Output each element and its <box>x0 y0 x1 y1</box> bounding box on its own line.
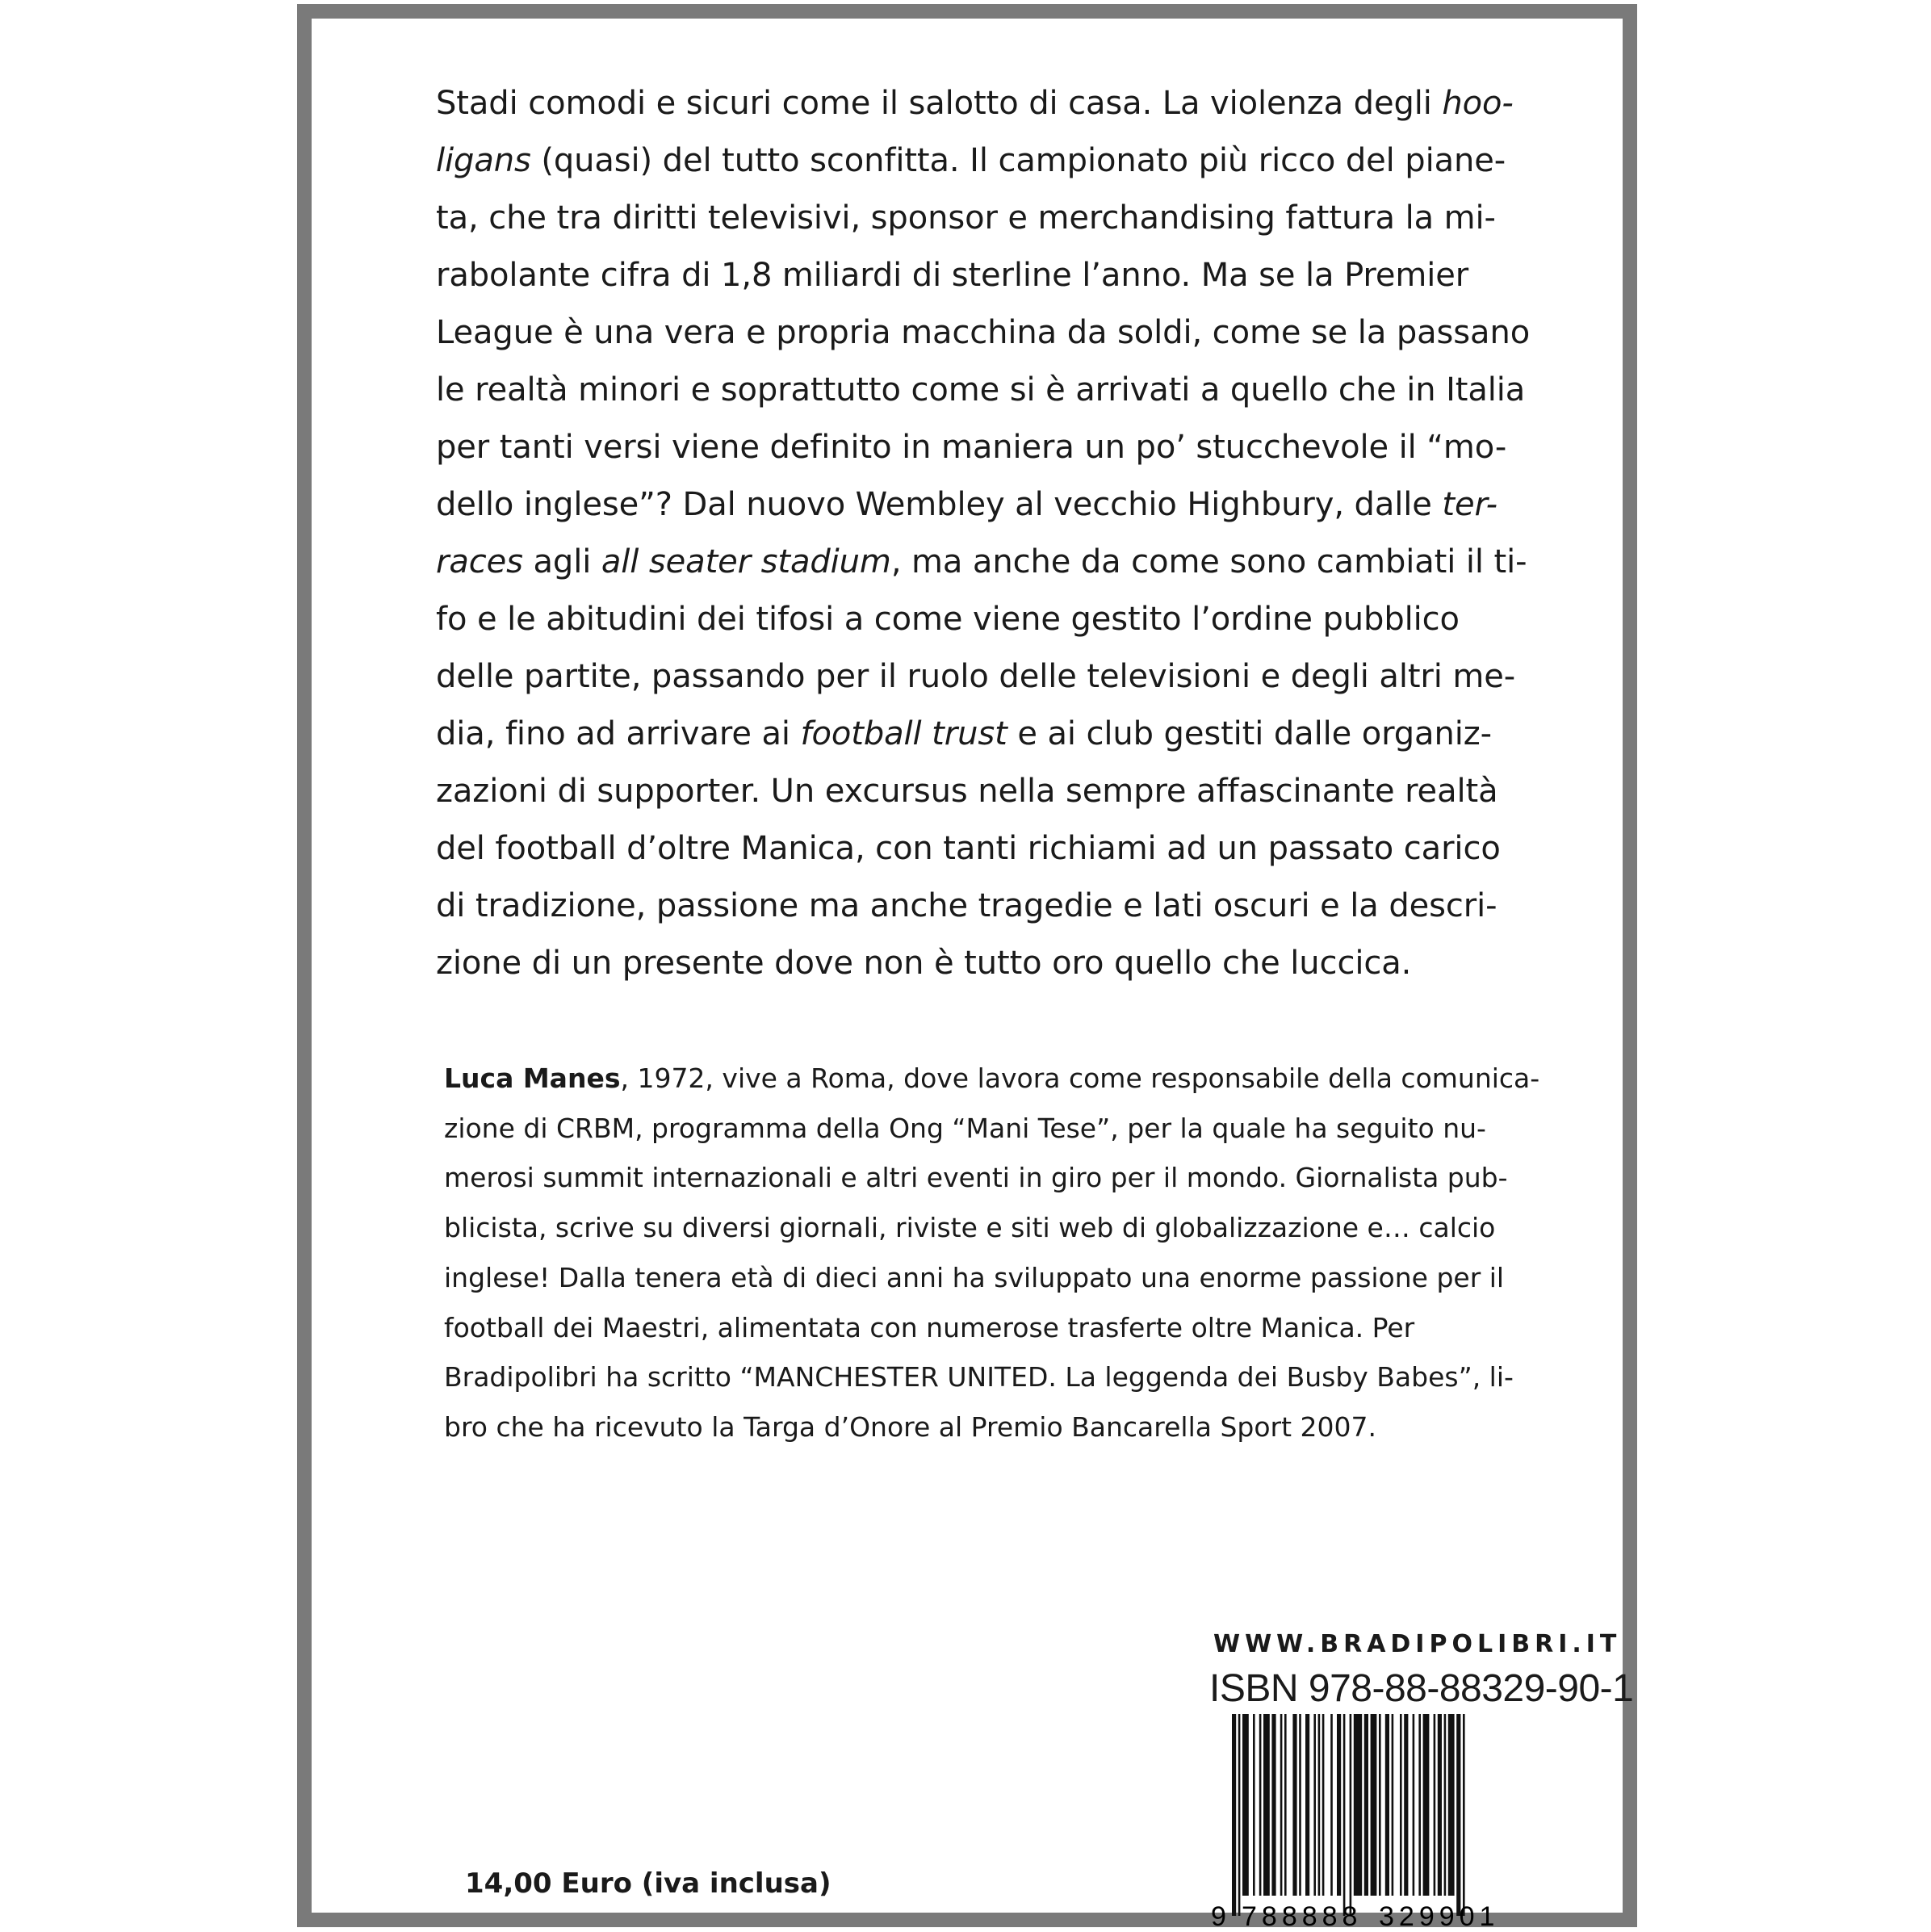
barcode-bar <box>1434 1714 1436 1896</box>
publisher-website: WWW.BRADIPOLIBRI.IT <box>1213 1630 1622 1658</box>
blurb-line: dia, fino ad arrivare ai football trust e ai club gestiti dalle organiz- <box>436 715 1492 752</box>
blurb-line: Stadi comodi e sicuri come il salotto di casa. La violenza degli hoo- <box>436 85 1514 122</box>
barcode-bar <box>1232 1714 1236 1916</box>
barcode-bar <box>1385 1714 1389 1896</box>
blurb-line: per tanti versi viene definito in maniera un po’ stucchevole il “mo- <box>436 429 1507 466</box>
barcode-digit-first: 9 <box>1211 1901 1226 1932</box>
barcode-bar <box>1354 1714 1362 1896</box>
blurb-line: ta, che tra diritti televisivi, sponsor e merchandising fattura la mi- <box>436 199 1496 237</box>
barcode-bar <box>1379 1714 1381 1896</box>
barcode-bar <box>1299 1714 1301 1896</box>
barcode-bar <box>1423 1714 1430 1896</box>
barcode-bar <box>1371 1714 1377 1896</box>
barcode-bar <box>1242 1714 1249 1896</box>
barcode-bar <box>1400 1714 1402 1896</box>
blurb-line: di tradizione, passione ma anche tragedie e lati oscuri e la descri- <box>436 887 1497 924</box>
blurb-line: rabolante cifra di 1,8 miliardi di sterline l’anno. Ma se la Premier <box>436 257 1469 294</box>
barcode-bar <box>1263 1714 1270 1896</box>
blurb-paragraph <box>436 75 1531 992</box>
barcode-bar <box>1392 1714 1394 1896</box>
barcode-bar <box>1313 1714 1316 1896</box>
barcode-bar <box>1280 1714 1283 1896</box>
barcode-bar <box>1238 1714 1241 1916</box>
bio-line: inglese! Dalla tenera età di dieci anni ha sviluppato una enorme passione per il <box>444 1261 1505 1293</box>
barcode-bar <box>1330 1714 1333 1896</box>
barcode-bar <box>1444 1714 1447 1896</box>
barcode-bar <box>1322 1714 1325 1896</box>
barcode-bar <box>1350 1714 1352 1916</box>
barcode-digits-right: 329901 <box>1379 1901 1500 1932</box>
bio-line: bro che ha ricevuto la Targa d’Onore al Premio Bancarella Sport 2007. <box>444 1410 1377 1443</box>
barcode-bar <box>1318 1714 1321 1896</box>
blurb-line: del football d’oltre Manica, con tanti richiami ad un passato carico <box>436 830 1501 867</box>
blurb-line: delle partite, passando per il ruolo delle televisioni e degli altri me- <box>436 658 1516 695</box>
bio-line: Luca Manes, 1972, vive a Roma, dove lavora come responsabile della comunica- <box>444 1062 1540 1094</box>
bio-line: blicista, scrive su diversi giornali, riviste e siti web di globalizzazione e… calcio <box>444 1212 1496 1244</box>
bio-line: football dei Maestri, alimentata con numerose trasferte oltre Manica. Per <box>444 1311 1415 1343</box>
blurb-line: fo e le abitudini dei tifosi a come viene gestito l’ordine pubblico <box>436 601 1460 638</box>
bio-line: merosi summit internazionali e altri eventi in giro per il mondo. Giornalista pub- <box>444 1162 1508 1194</box>
blurb-line: League è una vera e propria macchina da soldi, come se la passano <box>436 314 1531 351</box>
price-label: 14,00 Euro (iva inclusa) <box>465 1867 831 1900</box>
blurb-line: races agli all seater stadium, ma anche da come sono cambiati il ti- <box>436 543 1527 580</box>
barcode-bar <box>1305 1714 1309 1896</box>
barcode-bar <box>1292 1714 1296 1896</box>
barcode-bar <box>1418 1714 1421 1896</box>
barcode-bar <box>1259 1714 1262 1896</box>
barcode-bar <box>1404 1714 1408 1896</box>
barcode-bar <box>1253 1714 1255 1896</box>
barcode-bar <box>1448 1714 1455 1896</box>
barcode <box>1209 1714 1524 1932</box>
author-name: Luca Manes <box>444 1062 621 1094</box>
barcode-digits-left: 788888 <box>1242 1901 1363 1932</box>
blurb-line: ligans (quasi) del tutto sconfitta. Il campionato più ricco del piane- <box>436 142 1506 179</box>
author-bio <box>444 1054 1540 1452</box>
barcode-bar <box>1364 1714 1368 1896</box>
barcode-bar <box>1413 1714 1415 1896</box>
barcode-bar <box>1343 1714 1346 1916</box>
barcode-bar <box>1271 1714 1275 1896</box>
barcode-bars <box>1232 1714 1465 1916</box>
barcode-bar <box>1438 1714 1442 1896</box>
barcode-bar <box>1337 1714 1341 1896</box>
blurb-line: dello inglese”? Dal nuovo Wembley al vecchio Highbury, dalle ter- <box>436 486 1497 523</box>
barcode-bar <box>1284 1714 1287 1896</box>
barcode-bar <box>1463 1714 1465 1916</box>
bio-line: zione di CRBM, programma della Ong “Mani Tese”, per la quale ha seguito nu- <box>444 1112 1486 1144</box>
blurb-line: zione di un presente dove non è tutto oro quello che luccica. <box>436 945 1412 982</box>
barcode-bar <box>1456 1714 1460 1916</box>
blurb-line: zazioni di supporter. Un excursus nella sempre affascinante realtà <box>436 773 1498 810</box>
back-cover <box>297 4 1637 1932</box>
bio-line: Bradipolibri ha scritto “MANCHESTER UNITED. La leggenda dei Busby Babes”, li- <box>444 1361 1514 1393</box>
blurb-line: le realtà minori e soprattutto come si è arrivati a quello che in Italia <box>436 371 1526 409</box>
isbn-number: ISBN 978-88-88329-90-1 <box>1209 1667 1634 1710</box>
